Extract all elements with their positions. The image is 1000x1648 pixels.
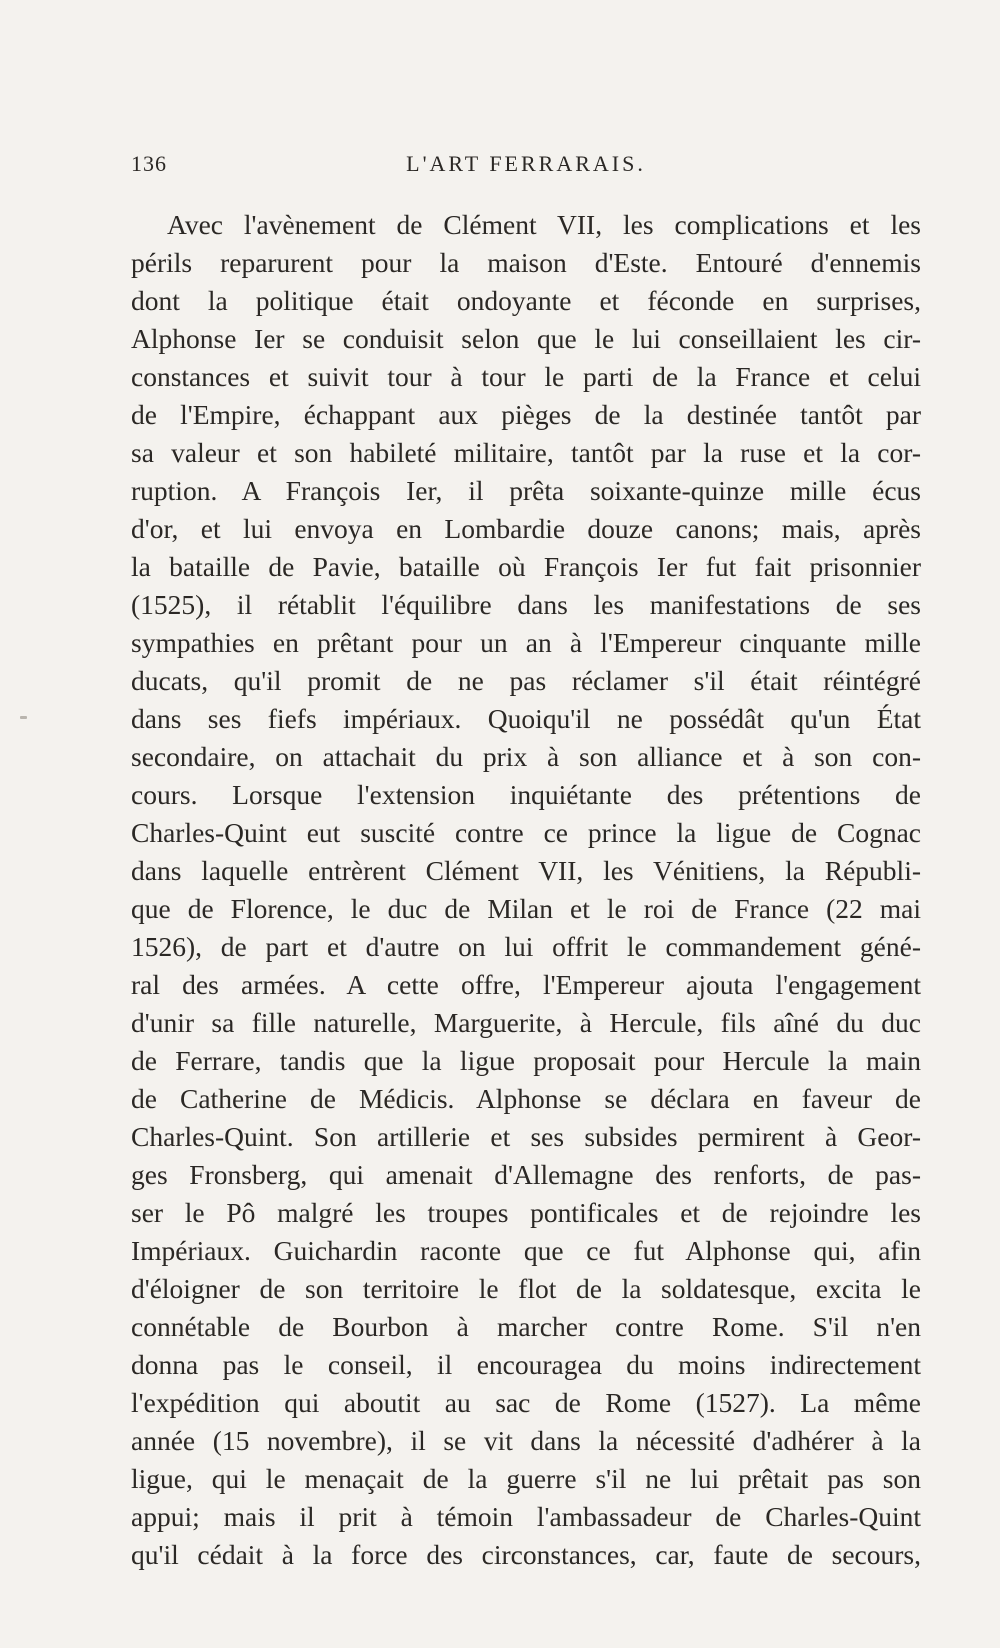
body-paragraph	[131, 206, 921, 1574]
text-line: Avec l'avènement de Clément VII, les complications et les	[167, 209, 921, 240]
text-line: de l'Empire, échappant aux pièges de la destinée tantôt par	[131, 399, 921, 430]
text-line: ligue, qui le menaçait de la guerre s'il ne lui prêtait pas son	[131, 1463, 921, 1494]
text-line: ser le Pô malgré les troupes pontificales et de rejoindre les	[131, 1197, 921, 1228]
text-line: 1526), de part et d'autre on lui offrit le commandement géné-	[131, 931, 921, 962]
page-edge-mark	[20, 716, 27, 719]
text-line: sympathies en prêtant pour un an à l'Empereur cinquante mille	[131, 627, 921, 658]
text-line: constances et suivit tour à tour le parti de la France et celui	[131, 361, 921, 392]
text-line: périls reparurent pour la maison d'Este. Entouré d'ennemis	[131, 247, 921, 278]
text-line: d'or, et lui envoya en Lombardie douze canons; mais, après	[131, 513, 921, 544]
text-line: sa valeur et son habileté militaire, tantôt par la ruse et la cor-	[131, 437, 921, 468]
text-line: dans ses fiefs impériaux. Quoiqu'il ne possédât qu'un État	[131, 703, 921, 734]
text-line: de Ferrare, tandis que la ligue proposait pour Hercule la main	[131, 1045, 921, 1076]
text-line: Alphonse Ier se conduisit selon que le lui conseillaient les cir-	[131, 323, 921, 354]
text-line: que de Florence, le duc de Milan et le roi de France (22 mai	[131, 893, 921, 924]
text-line: ral des armées. A cette offre, l'Empereur ajouta l'engagement	[131, 969, 921, 1000]
text-line: Impériaux. Guichardin raconte que ce fut Alphonse qui, afin	[131, 1235, 921, 1266]
text-line: Charles-Quint eut suscité contre ce prince la ligue de Cognac	[131, 817, 921, 848]
text-line: ges Fronsberg, qui amenait d'Allemagne des renforts, de pas-	[131, 1159, 921, 1190]
running-title: L'ART FERRARAIS.	[406, 151, 646, 176]
text-line: secondaire, on attachait du prix à son alliance et à son con-	[131, 741, 921, 772]
text-line: qu'il cédait à la force des circonstances, car, faute de secours,	[131, 1539, 921, 1570]
text-line: Charles-Quint. Son artillerie et ses subsides permirent à Geor-	[131, 1121, 921, 1152]
text-line: ducats, qu'il promit de ne pas réclamer s'il était réintégré	[131, 665, 921, 696]
text-line: (1525), il rétablit l'équilibre dans les manifestations de ses	[131, 589, 921, 620]
text-line: d'éloigner de son territoire le flot de la soldatesque, excita le	[131, 1273, 921, 1304]
text-line: la bataille de Pavie, bataille où François Ier fut fait prisonnier	[131, 551, 921, 582]
text-line: année (15 novembre), il se vit dans la nécessité d'adhérer à la	[131, 1425, 921, 1456]
text-line: dont la politique était ondoyante et féconde en surprises,	[131, 285, 921, 316]
text-line: d'unir sa fille naturelle, Marguerite, à Hercule, fils aîné du duc	[131, 1007, 921, 1038]
text-line: dans laquelle entrèrent Clément VII, les Vénitiens, la Républi-	[131, 855, 921, 886]
running-head	[131, 151, 921, 185]
page-number: 136	[131, 151, 167, 176]
text-line: ruption. A François Ier, il prêta soixante-quinze mille écus	[131, 475, 921, 506]
text-line: cours. Lorsque l'extension inquiétante des prétentions de	[131, 779, 921, 810]
text-line: l'expédition qui aboutit au sac de Rome (1527). La même	[131, 1387, 921, 1418]
text-line: donna pas le conseil, il encouragea du moins indirectement	[131, 1349, 921, 1380]
text-line: de Catherine de Médicis. Alphonse se déclara en faveur de	[131, 1083, 921, 1114]
text-line: connétable de Bourbon à marcher contre Rome. S'il n'en	[131, 1311, 921, 1342]
text-line: appui; mais il prit à témoin l'ambassadeur de Charles-Quint	[131, 1501, 921, 1532]
